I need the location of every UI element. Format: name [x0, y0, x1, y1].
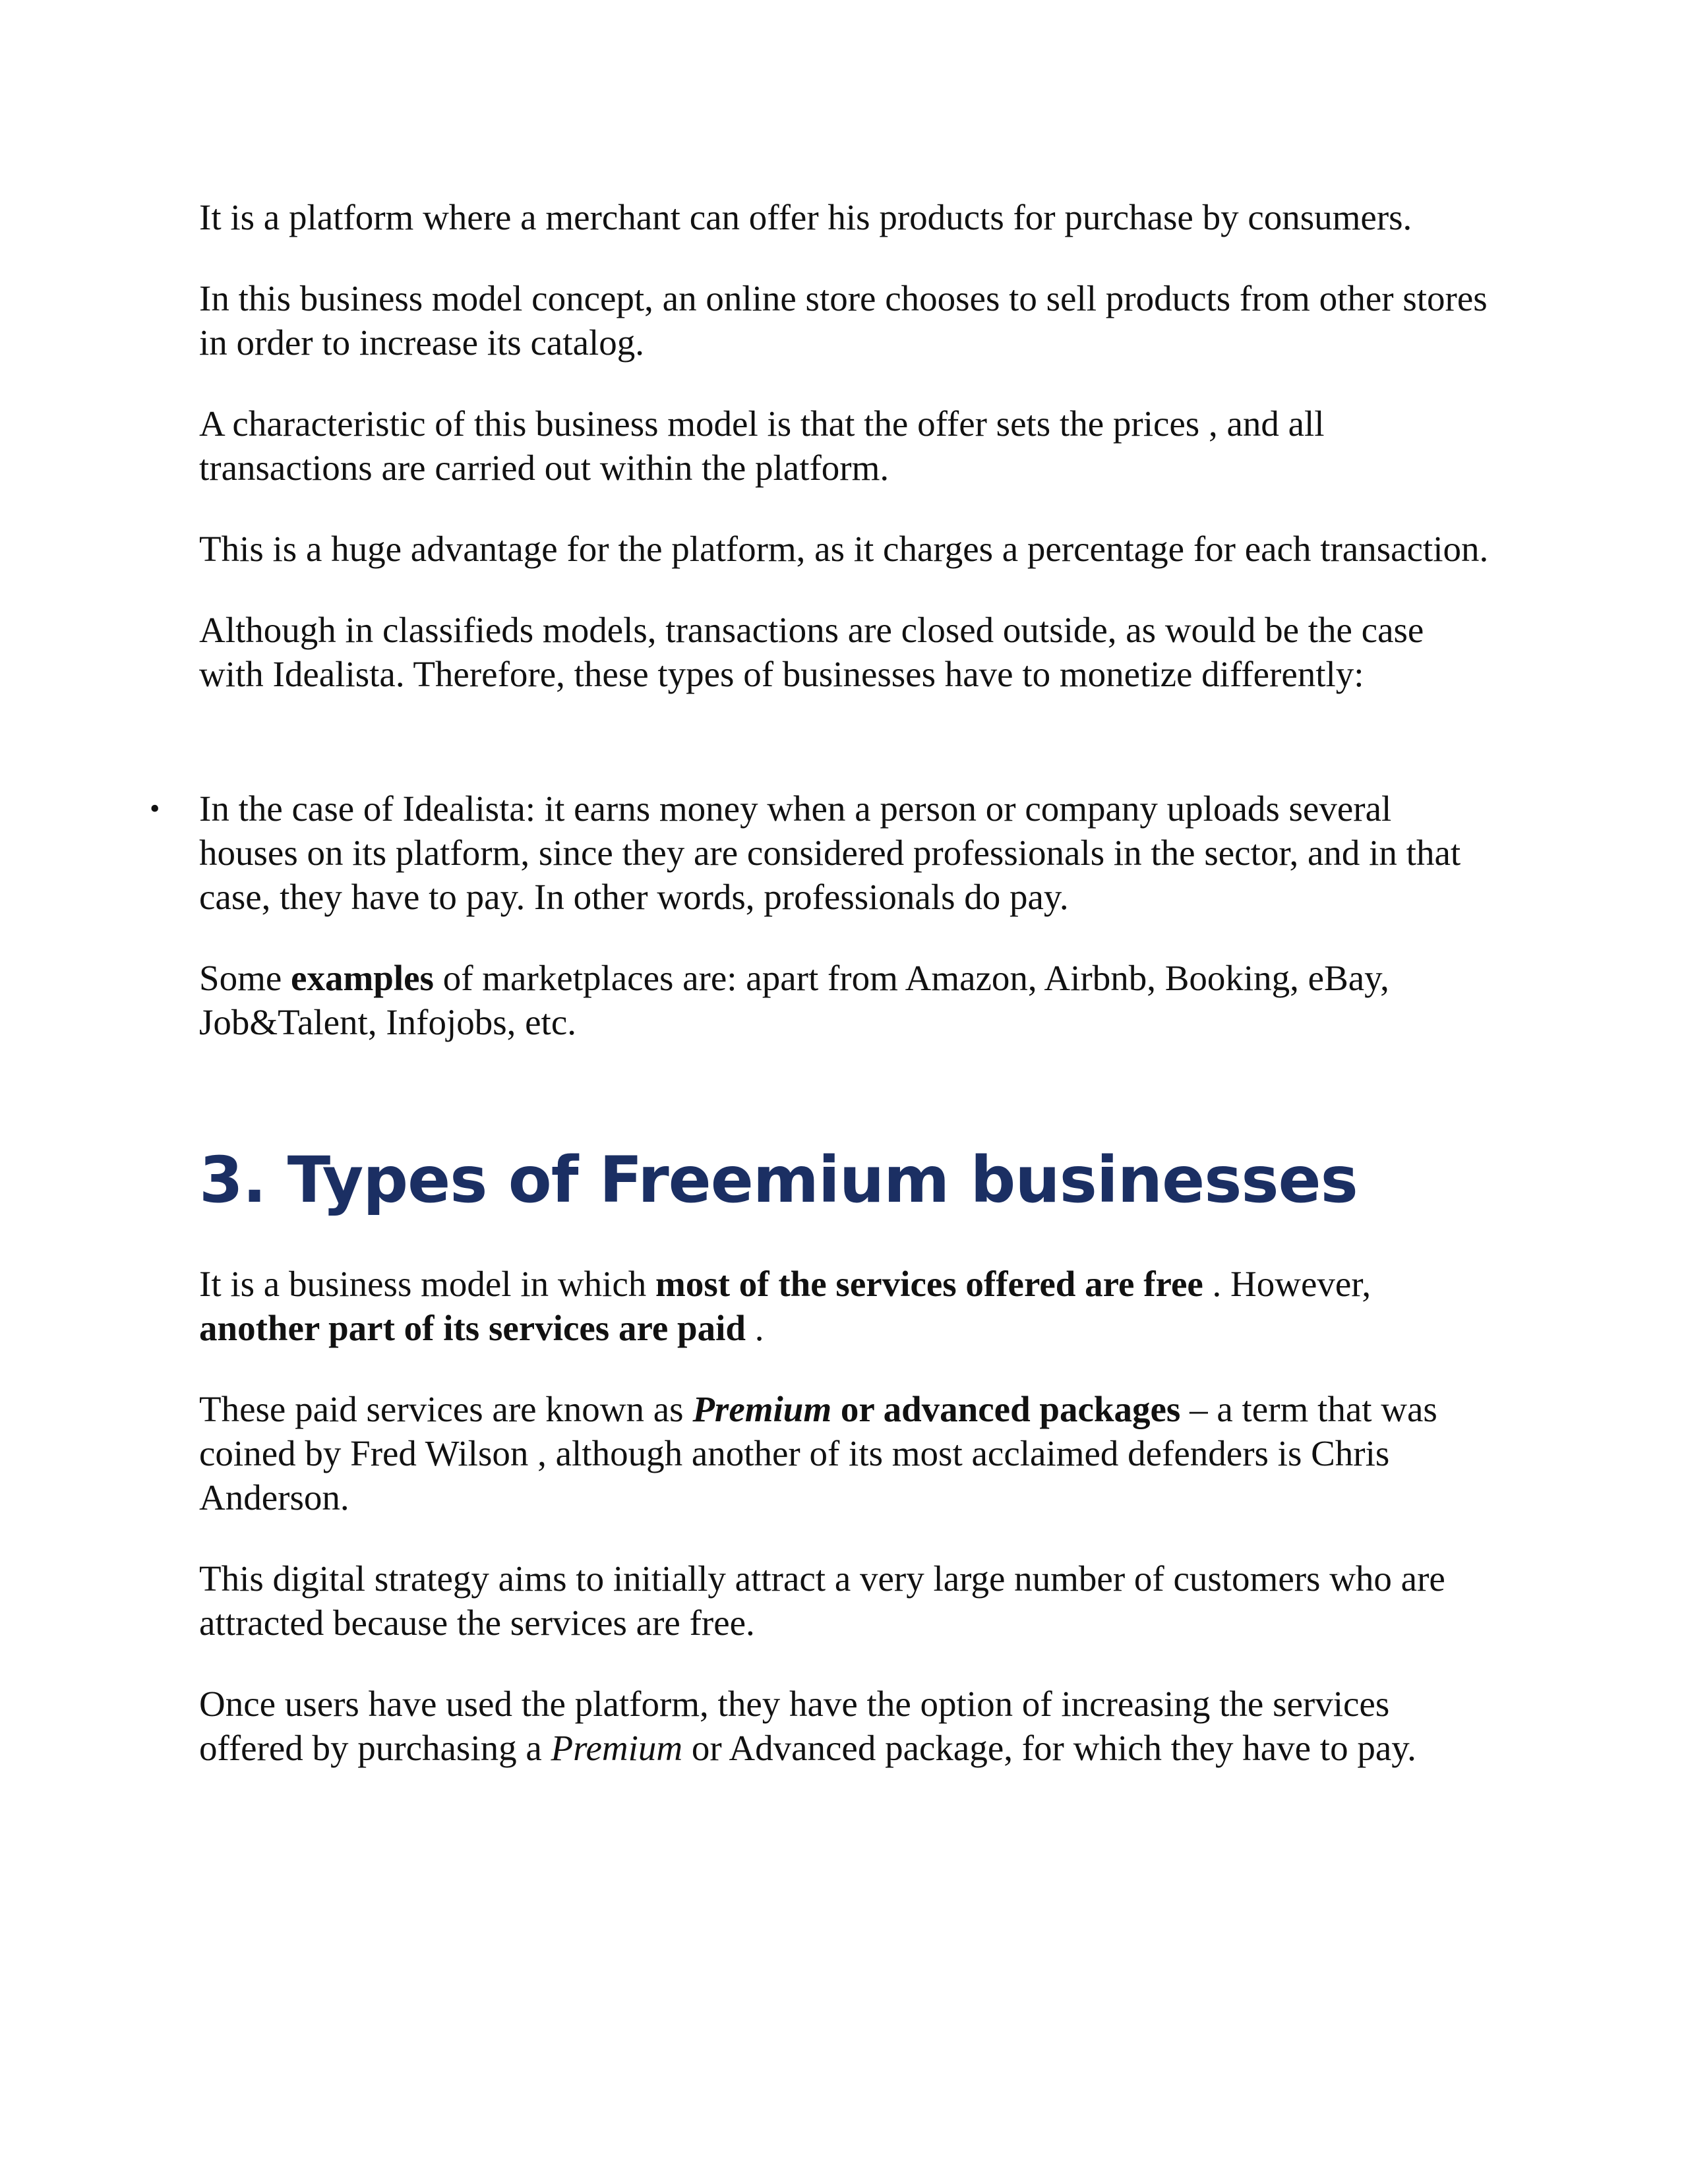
freemium-p2-part1: These paid services are known as	[199, 1389, 693, 1429]
paragraph-characteristic: A characteristic of this business model is that the offer sets the prices , and all transactions are carried out within the platform.	[199, 403, 1325, 488]
freemium-p1-part3: .	[745, 1308, 764, 1348]
premium-term: Premium	[692, 1389, 832, 1429]
paragraph-digital-strategy: This digital strategy aims to initially attract a very large number of customers who are attracted because the services are free.	[199, 1558, 1445, 1643]
freemium-p4-italic: Premium	[551, 1728, 683, 1768]
bullet-icon: •	[150, 792, 160, 825]
paragraph-freemium-definition	[199, 1262, 1492, 1350]
bullet-list	[150, 786, 1492, 919]
freemium-p2-bold: or advanced packages	[831, 1389, 1181, 1429]
freemium-p2-bold-italic	[692, 1389, 831, 1429]
freemium-p2-part2: – a term that was coined by Fred Wilson , although another of its most acclaimed defenders is Chris Anderson.	[199, 1389, 1437, 1518]
document-body	[150, 195, 1492, 1807]
paragraph-examples	[199, 956, 1492, 1044]
freemium-p1-bold2: another part of its services are paid	[199, 1308, 746, 1348]
paragraph-premium-packages	[199, 1387, 1492, 1520]
examples-text-after: of marketplaces are: apart from Amazon, Airbnb, Booking, eBay, Job&Talent, Infojobs, etc.	[199, 958, 1389, 1042]
examples-text-before: Some	[199, 958, 291, 998]
freemium-p4-part2: or Advanced package, for which they have to pay.	[682, 1728, 1416, 1768]
section-heading: 3. Types of Freemium businesses	[199, 1143, 1358, 1217]
freemium-p4-part1: Once users have used the platform, they have the option of increasing the services offered by purchasing a	[199, 1684, 1390, 1768]
freemium-p1-bold1: most of the services offered are free	[655, 1264, 1203, 1304]
paragraph-upgrade-option	[199, 1682, 1492, 1770]
paragraph-business-model-concept: In this business model concept, an online store chooses to sell products from other stores in order to increase its catalog.	[199, 278, 1488, 363]
list-item	[150, 786, 1492, 919]
examples-bold: examples	[291, 958, 434, 998]
paragraph-platform-definition: It is a platform where a merchant can offer his products for purchase by consumers.	[199, 197, 1412, 237]
freemium-p1-part1: It is a business model in which	[199, 1264, 656, 1304]
freemium-p1-part2: . However,	[1203, 1264, 1372, 1304]
paragraph-classifieds: Although in classifieds models, transactions are closed outside, as would be the case with Idealista. Therefore, these types of businesses have to monetize differently:	[199, 610, 1424, 694]
paragraph-advantage: This is a huge advantage for the platform, as it charges a percentage for each transaction.	[199, 529, 1489, 569]
bullet-text: In the case of Idealista: it earns money when a person or company uploads several houses on its platform, since they are considered professionals in the sector, and in that case, they have to pay. In other words, professionals do pay.	[199, 788, 1461, 917]
